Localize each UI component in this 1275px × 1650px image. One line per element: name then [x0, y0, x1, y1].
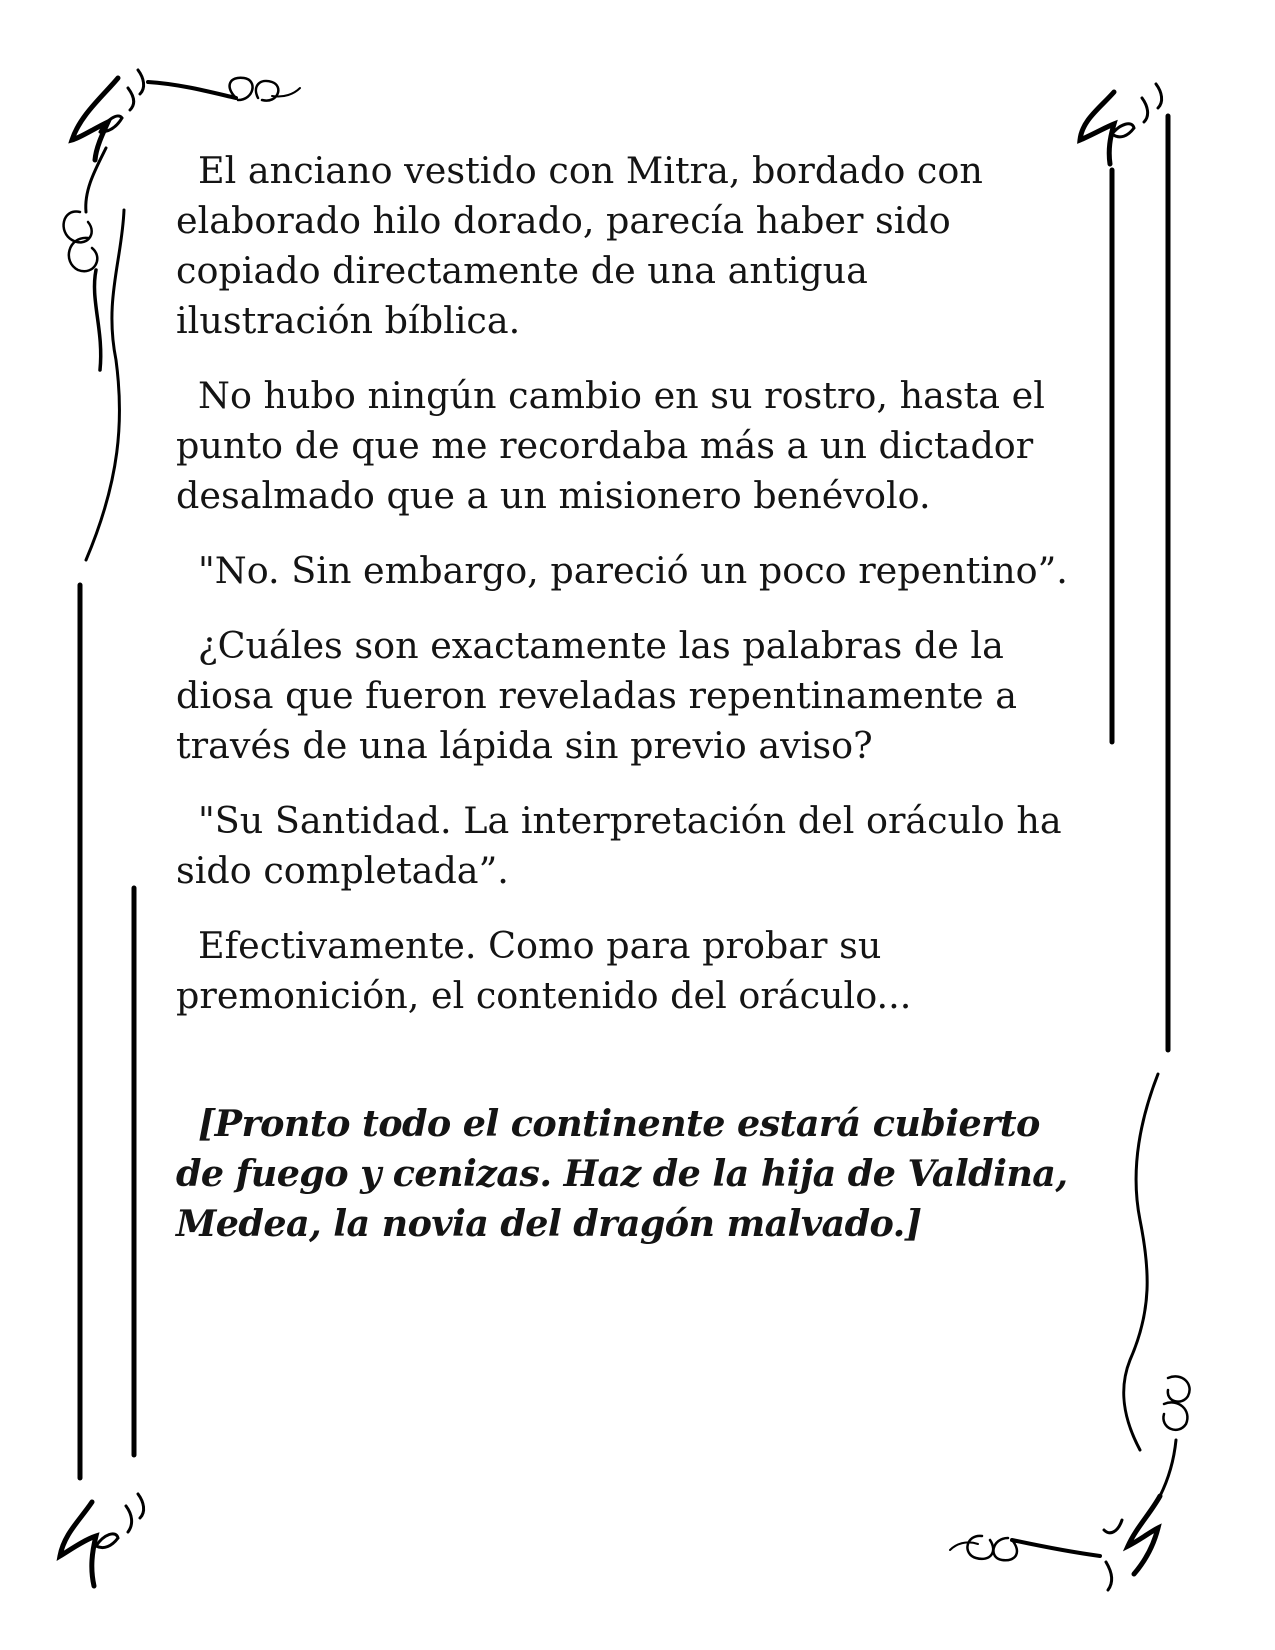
paragraph: "No. Sin embargo, pareció un poco repentino”.: [198, 549, 1068, 592]
flourish-bottom-left: [60, 1494, 144, 1586]
body-text: [176, 146, 1076, 1274]
paragraph: No hubo ningún cambio en su rostro, hasta el punto de que me recordaba más a un dictador desalmado que a un misionero benévolo.: [176, 374, 1045, 517]
paragraph: El anciano vestido con Mitra, bordado con elaborado hilo dorado, parecía haber sido copiado directamente de una antigua ilustración bíblica.: [176, 149, 983, 342]
paragraph: Efectivamente. Como para probar su premonición, el contenido del oráculo...: [176, 924, 912, 1017]
paragraph: ¿Cuáles son exactamente las palabras de la diosa que fueron reveladas repentinamente a través de una lápida sin previo aviso?: [176, 624, 1017, 767]
paragraph: "Su Santidad. La interpretación del oráculo ha sido completada”.: [176, 799, 1062, 892]
flourish-top-right: [1080, 84, 1162, 164]
oracle-text: [Pronto todo el continente estará cubierto de fuego y cenizas. Haz de la hija de Valdina, Medea, la novia del dragón malvado.]: [176, 1102, 1068, 1245]
